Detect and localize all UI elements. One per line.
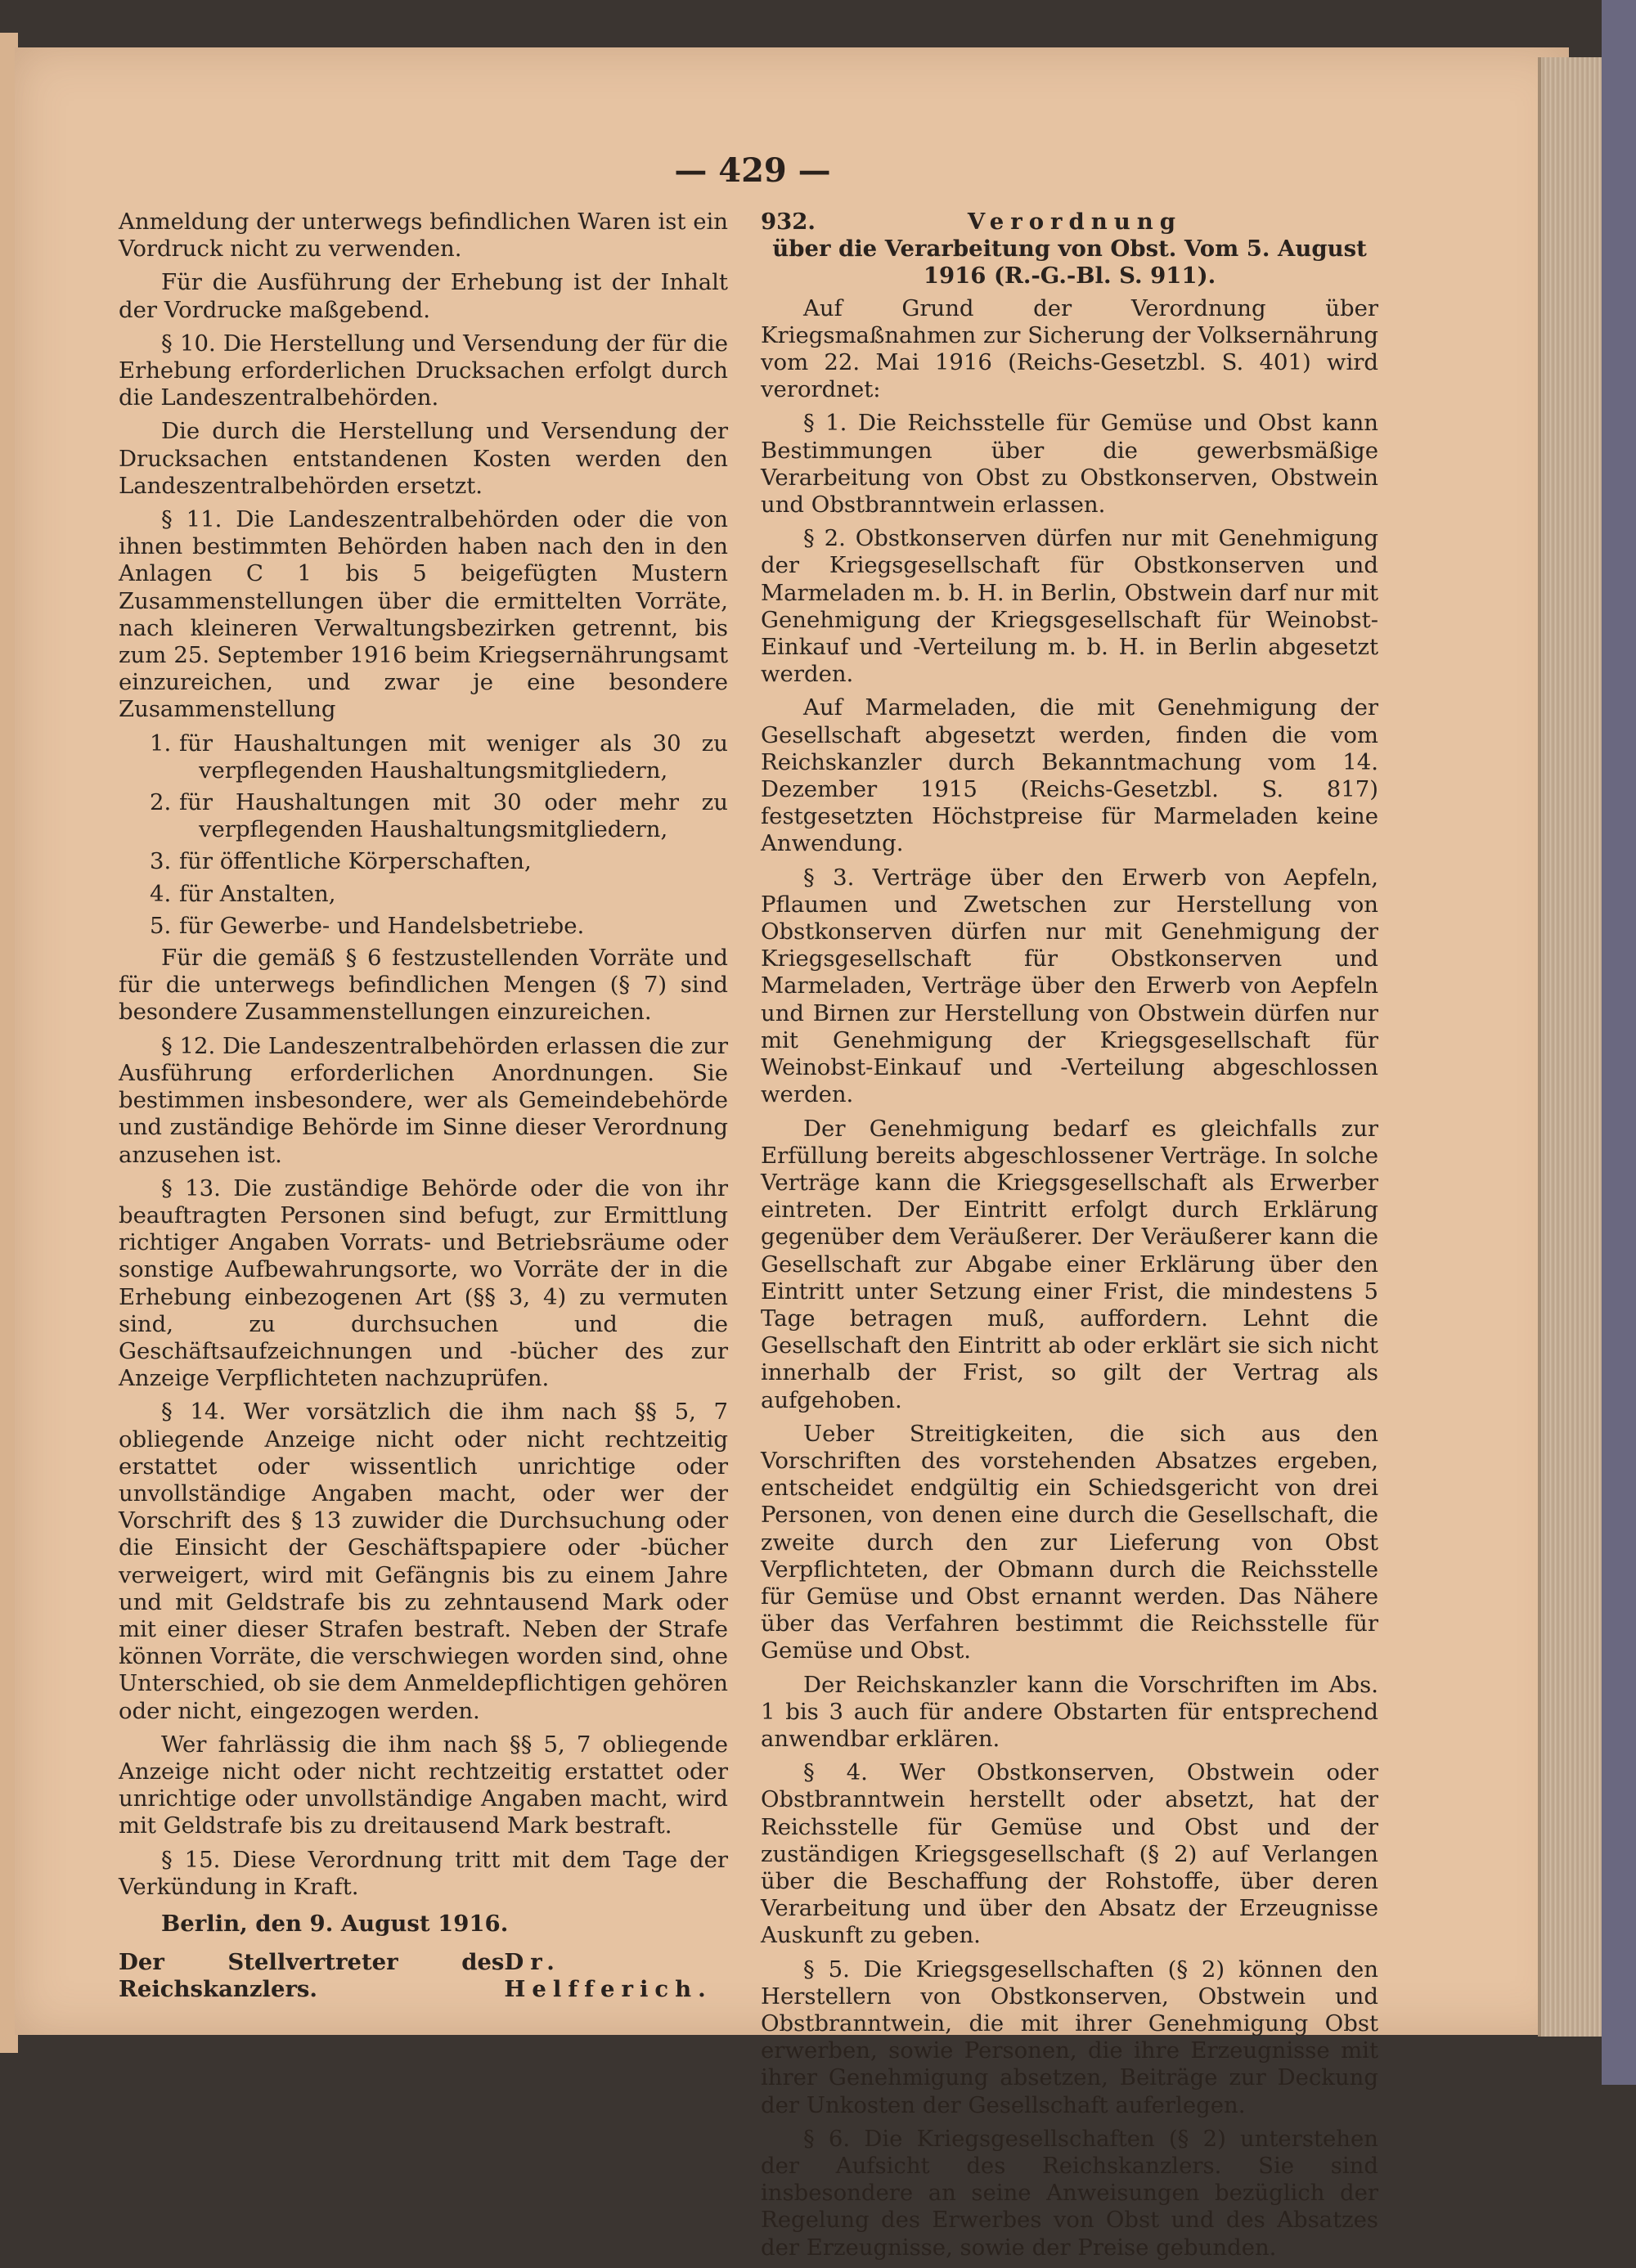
book-cover bbox=[1602, 0, 1636, 2085]
section-1: § 1. Die Reichsstelle für Gemüse und Obst kann Bestimmungen über die gewerbsmäßige Verarbeitung von Obst zu Obstkonserven, Obstwein und Obstbranntwein erlassen. bbox=[761, 410, 1378, 519]
section-11: § 11. Die Landeszentralbehörden oder die von ihnen bestimmten Behörden haben nach den in den Anlagen C 1 bis 5 beigefügten Mustern Zusammenstellungen über die ermittelten Vorräte, nach kleineren Verwaltungsbezirken getrennt, bis zum 25. September 1916 beim Kriegsernährungsamt einzureichen, und zwar je eine besondere Zusammenstellung bbox=[119, 506, 728, 723]
preamble: Auf Grund der Verordnung über Kriegsmaßnahmen zur Sicherung der Volksernährung vom 22. Mai 1916 (Reichs-Gesetzbl. S. 401) wird verordnet: bbox=[761, 294, 1378, 403]
left-column bbox=[119, 209, 728, 2004]
ordinance-header bbox=[761, 209, 1378, 236]
list-number: 2. bbox=[150, 789, 172, 816]
paragraph: Die durch die Herstellung und Versendung der Drucksachen entstandenen Kosten werden den Landeszentralbehörden ersetzt. bbox=[119, 418, 728, 499]
signature-line bbox=[119, 1949, 728, 2003]
list-item bbox=[119, 848, 728, 875]
section-13: § 13. Die zuständige Behörde oder die von ihr beauftragten Personen sind befugt, zur Ermittlung richtiger Angaben Vorrats- und Betriebsräume oder sonstige Aufbewahrungsorte, wo Vorräte der in die Erhebung einbezogenen Art (§§ 3, 4) zu vermuten sind, zu durchsuchen und die Geschäftsaufzeichnungen und -bücher des zur Anzeige Verpflichteten nachzuprüfen. bbox=[119, 1174, 728, 1392]
enumeration-list bbox=[119, 730, 728, 940]
list-text: für Anstalten, bbox=[179, 880, 336, 907]
list-text: für Haushaltungen mit weniger als 30 zu verpflegenden Haushaltungsmitgliedern, bbox=[179, 730, 728, 784]
list-number: 4. bbox=[150, 880, 172, 907]
section-12: § 12. Die Landeszentralbehörden erlassen die zur Ausführung erforderlichen Anordnungen. Sie bestimmen insbesondere, wer als Gemeindebehörde und zuständige Behörde im Sinne dieser Verordnung anzusehen ist. bbox=[119, 1032, 728, 1168]
ordinance-number: 932. bbox=[761, 209, 816, 235]
ordinance-title: Verordnung bbox=[967, 209, 1182, 235]
right-column bbox=[761, 209, 1378, 2268]
page-number: — 429 — bbox=[674, 151, 831, 190]
list-item bbox=[119, 789, 728, 843]
signature-title: Der Stellvertreter des Reichskanzlers. bbox=[119, 1949, 505, 2003]
paragraph: Auf Marmeladen, die mit Genehmigung der Gesellschaft abgesetzt werden, finden die vom Reichskanzler durch Bekanntmachung vom 14. Dezember 1915 (Reichs-Gesetzbl. S. 817) festgesetzten Höchstpreise für Marmeladen keine Anwendung. bbox=[761, 694, 1378, 857]
paragraph: Wer fahrlässig die ihm nach §§ 5, 7 obliegende Anzeige nicht oder nicht rechtzeitig erstattet oder unrichtige oder unvollständige Angaben macht, wird mit Geldstrafe bis zu dreitausend Mark bestraft. bbox=[119, 1731, 728, 1839]
paragraph: Ueber Streitigkeiten, die sich aus den Vorschriften des vorstehenden Absatzes ergeben, entscheidet endgültig ein Schiedsgericht von drei Personen, von denen eine durch die Gesellschaft, die zweite durch den zur Lieferung von Obst Verpflichteten, der Obmann durch die Reichsstelle für Gemüse und Obst ernannt werden. Das Nähere über das Verfahren bestimmt die Reichsstelle für Gemüse und Obst. bbox=[761, 1420, 1378, 1664]
section-6: § 6. Die Kriegsgesellschaften (§ 2) unterstehen der Aufsicht des Reichskanzlers. Sie sind insbesondere an seine Anweisungen bezüglich der Regelung des Erwerbes von Obst und des Absatzes der Erzeugnisse, sowie der Preise gebunden. bbox=[761, 2125, 1378, 2261]
section-10: § 10. Die Herstellung und Versendung der für die Erhebung erforderlichen Drucksachen erfolgt durch die Landeszentralbehörden. bbox=[119, 330, 728, 411]
list-item bbox=[119, 913, 728, 940]
list-text: für öffentliche Körperschaften, bbox=[179, 848, 532, 875]
section-3: § 3. Verträge über den Erwerb von Aepfeln, Pflaumen und Zwetschen zur Herstellung von Obstkonserven dürfen nur mit Genehmigung der Kriegsgesellschaft für Obstkonserven und Marmeladen, Verträge über den Erwerb von Aepfeln und Birnen zur Herstellung von Obstwein dürfen nur mit Genehmigung der Kriegsgesellschaft für Weinobst-Einkauf und -Verteilung abgeschlossen werden. bbox=[761, 864, 1378, 1108]
section-14: § 14. Wer vorsätzlich die ihm nach §§ 5, 7 obliegende Anzeige nicht oder nicht rechtzeitig erstattet oder wissentlich unrichtige oder unvollständige Angaben macht, oder wer der Vorschrift des § 13 zuwider die Durchsuchung oder die Einsicht der Geschäftspapiere oder -bücher verweigert, wird mit Gefängnis bis zu einem Jahre und mit Geldstrafe bis zu zehntausend Mark oder mit einer dieser Strafen bestraft. Neben der Strafe können Vorräte, die verschwiegen worden sind, ohne Unterschied, ob sie dem Anmeldepflichtigen gehören oder nicht, eingezogen werden. bbox=[119, 1399, 728, 1724]
section-15: § 15. Diese Verordnung tritt mit dem Tage der Verkündung in Kraft. bbox=[119, 1846, 728, 1900]
paragraph: Anmeldung der unterwegs befindlichen Waren ist ein Vordruck nicht zu verwenden. bbox=[119, 209, 728, 263]
place-date: Berlin, den 9. August 1916. bbox=[161, 1910, 509, 1937]
paragraph: Der Genehmigung bedarf es gleichfalls zur Erfüllung bereits abgeschlossener Verträge. In solche Verträge kann die Kriegsgesellschaft als Erwerber eintreten. Der Eintritt erfolgt durch Erklärung gegenüber dem Veräußerer. Der Veräußerer kann die Gesellschaft zur Abgabe einer Erklärung über den Eintritt unter Setzung einer Frist, die mindestens 5 Tage betragen muß, auffordern. Lehnt die Gesellschaft den Eintritt ab oder erklärt sie sich nicht innerhalb der Frist, so gilt der Vertrag als aufgehoben. bbox=[761, 1115, 1378, 1413]
list-number: 5. bbox=[150, 912, 172, 939]
list-text: für Gewerbe- und Handelsbetriebe. bbox=[179, 912, 585, 939]
signature-name: Dr. Helfferich. bbox=[504, 1949, 712, 2003]
section-4: § 4. Wer Obstkonserven, Obstwein oder Obstbranntwein herstellt oder absetzt, hat der Reichsstelle für Gemüse und Obst und der zuständigen Kriegsgesellschaft (§ 2) auf Verlangen über die Beschaffung der Rohstoffe, über deren Verarbeitung und über den Absatz der Erzeugnisse Auskunft zu geben. bbox=[761, 1759, 1378, 1949]
section-5: § 5. Die Kriegsgesellschaften (§ 2) können den Herstellern von Obstkonserven, Obstwein und Obstbranntwein, die mit ihrer Genehmigung Obst erwerben, sowie Personen, die ihre Erzeugnisse mit ihrer Genehmigung absetzen, Beiträge zur Deckung der Unkosten der Gesellschaft auferlegen. bbox=[761, 1956, 1378, 2118]
ordinance-subtitle: über die Verarbeitung von Obst. Vom 5. August 1916 (R.-G.-Bl. S. 911). bbox=[772, 236, 1367, 290]
list-number: 1. bbox=[150, 730, 172, 757]
paragraph: Für die gemäß § 6 festzustellenden Vorräte und für die unterwegs befindlichen Mengen (§ 7) sind besondere Zusammenstellungen einzureichen. bbox=[119, 945, 728, 1026]
paragraph: Für die Ausführung der Erhebung ist der Inhalt der Vordrucke maßgebend. bbox=[119, 269, 728, 323]
list-item bbox=[119, 730, 728, 784]
list-text: für Haushaltungen mit 30 oder mehr zu verpflegenden Haushaltungsmitgliedern, bbox=[179, 789, 728, 843]
section-2: § 2. Obstkonserven dürfen nur mit Genehmigung der Kriegsgesellschaft für Obstkonserven und Marmeladen m. b. H. in Berlin, Obstwein darf nur mit Genehmigung der Kriegsgesellschaft für Weinobst-Einkauf und -Verteilung m. b. H. in Berlin abgesetzt werden. bbox=[761, 525, 1378, 688]
list-number: 3. bbox=[150, 848, 172, 875]
paragraph: Der Reichskanzler kann die Vorschriften im Abs. 1 bis 3 auch für andere Obstarten für entsprechend anwendbar erklären. bbox=[761, 1671, 1378, 1752]
list-item bbox=[119, 881, 728, 908]
